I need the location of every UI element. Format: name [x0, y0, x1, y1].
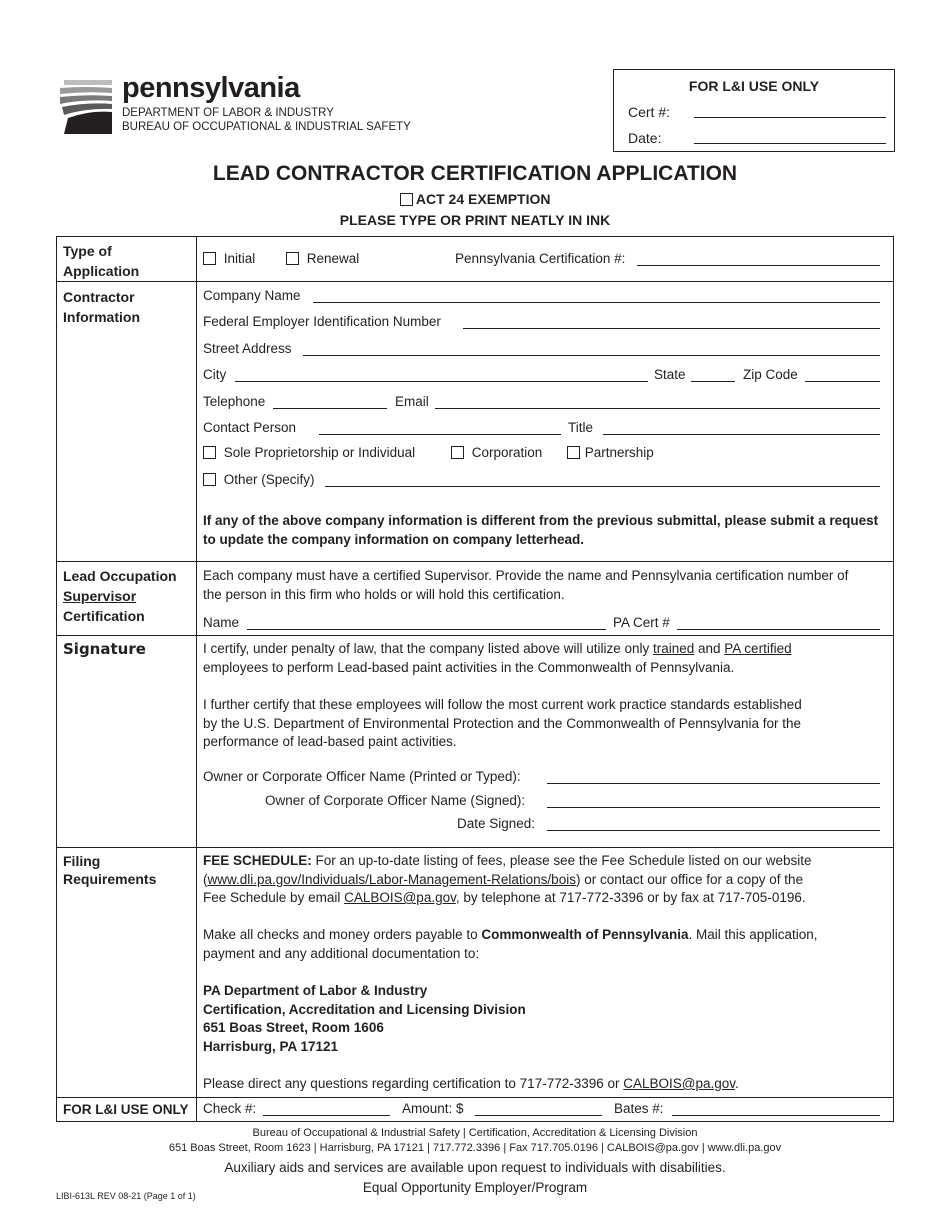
owner-printed-label: Owner or Corporate Officer Name (Printed or Typed):: [203, 769, 521, 784]
telephone-field[interactable]: [273, 408, 387, 409]
label-line: Type of: [63, 243, 112, 259]
fee-schedule-link[interactable]: www.dli.pa.gov/Individuals/Labor-Management-Relations/bois: [207, 871, 576, 887]
state-label: State: [654, 367, 686, 382]
signature-label: Signature: [63, 640, 146, 658]
address-line: Certification, Accreditation and Licensing Division: [203, 1001, 526, 1017]
label-line: Lead Occupation: [63, 568, 177, 584]
fee-schedule-heading: FEE SCHEDULE:: [203, 853, 312, 868]
row-divider: [57, 281, 893, 282]
supervisor-name-field[interactable]: [247, 629, 606, 630]
type-of-application-label: [63, 241, 191, 281]
street-field[interactable]: [303, 355, 880, 356]
footer-bureau: Bureau of Occupational & Industrial Safety | Certification, Accreditation & Licensing Division: [252, 1127, 698, 1139]
text-line: [203, 889, 888, 908]
corporation-checkbox[interactable]: [451, 446, 464, 459]
label-line: Requirements: [63, 871, 157, 887]
text-span: , by telephone at 717-772-3396 or by fax at 717-705-0196.: [455, 890, 806, 905]
footer-accessibility: Auxiliary aids and services are available upon request to individuals with disabilities.: [224, 1160, 726, 1175]
cert-number-label: Cert #:: [628, 104, 671, 120]
text-line: employees to perform Lead-based paint activities in the Commonwealth of Pennsylvania.: [203, 659, 735, 675]
city-field[interactable]: [235, 381, 648, 382]
row-divider: [57, 561, 893, 562]
contact-person-label: Contact Person: [203, 420, 297, 435]
label-line: Filing: [63, 853, 101, 869]
label-line: Supervisor: [63, 588, 137, 604]
supervisor-certification-label: [63, 566, 191, 626]
corporation-label: Corporation: [471, 445, 543, 460]
label-line: Contractor: [63, 289, 135, 305]
text-span: Fee Schedule by email: [203, 890, 345, 905]
office-date-label: Date:: [628, 130, 662, 146]
owner-printed-field[interactable]: [547, 783, 880, 784]
text-line: [203, 871, 888, 890]
sole-prop-label: Sole Proprietorship or Individual: [223, 445, 416, 460]
office-use-box: [613, 69, 895, 152]
sole-prop-option[interactable]: [203, 445, 415, 460]
street-label: Street Address: [203, 341, 292, 356]
act24-exemption: [0, 191, 950, 207]
supervisor-cert-field[interactable]: [677, 629, 880, 630]
row-divider: [57, 635, 893, 636]
label-line: Certification: [63, 608, 145, 624]
act24-checkbox[interactable]: [400, 193, 413, 206]
text-line: [203, 640, 888, 659]
amount-label: Amount: $: [402, 1101, 464, 1116]
keystone-logo-icon: [58, 76, 116, 134]
questions-line: [203, 1075, 888, 1094]
address-line: PA Department of Labor & Industry: [203, 983, 428, 998]
text-span: .: [735, 1076, 739, 1091]
trained-underlined: trained: [652, 641, 695, 656]
sole-prop-checkbox[interactable]: [203, 446, 216, 459]
title-label: Title: [568, 420, 594, 435]
text-span: and: [694, 641, 725, 656]
date-signed-field[interactable]: [547, 830, 880, 831]
pa-cert-field[interactable]: [637, 265, 880, 266]
text-line: performance of lead-based paint activities.: [203, 734, 457, 749]
office-date-field[interactable]: [694, 143, 886, 144]
office-use-row-label: FOR L&I USE ONLY: [63, 1102, 189, 1117]
corporation-option[interactable]: [451, 445, 542, 460]
email-field[interactable]: [435, 408, 880, 409]
text-span: For an up-to-date listing of fees, please see the Fee Schedule listed on our website: [311, 853, 812, 868]
renewal-label: Renewal: [306, 251, 360, 266]
text-line: the person in this firm who holds or will hold this certification.: [203, 586, 565, 602]
act24-label: ACT 24 EXEMPTION: [415, 191, 551, 207]
email-link[interactable]: CALBOIS@pa.gov: [344, 890, 456, 905]
title-field[interactable]: [603, 434, 880, 435]
contact-person-field[interactable]: [319, 434, 561, 435]
company-name-field[interactable]: [313, 302, 880, 303]
column-divider: [196, 237, 197, 1121]
owner-signed-field[interactable]: [547, 807, 880, 808]
company-name-label: Company Name: [203, 288, 301, 303]
other-option[interactable]: [203, 472, 315, 487]
footer-eoe: Equal Opportunity Employer/Program: [362, 1180, 588, 1195]
fee-schedule-paragraph: [203, 852, 888, 908]
city-label: City: [203, 367, 227, 382]
certify-paragraph-1: [203, 640, 888, 677]
other-specify-field[interactable]: [325, 486, 880, 487]
pa-certified-underlined: PA certified: [724, 641, 792, 656]
company-update-notice: [203, 512, 888, 549]
print-instruction: PLEASE TYPE OR PRINT NEATLY IN INK: [339, 212, 611, 228]
pa-cert-label: Pennsylvania Certification #:: [455, 251, 626, 266]
zip-label: Zip Code: [743, 367, 798, 382]
label-line: Application: [63, 263, 140, 279]
label-line: Information: [63, 309, 140, 325]
mailing-address: [203, 982, 888, 1056]
bates-number-field[interactable]: [672, 1115, 880, 1116]
text-line: Each company must have a certified Supervisor. Provide the name and Pennsylvania certification number of: [203, 568, 849, 583]
form-title: LEAD CONTRACTOR CERTIFICATION APPLICATION: [212, 162, 738, 185]
certify-paragraph-2: [203, 696, 888, 752]
initial-checkbox[interactable]: [203, 252, 216, 265]
email-link[interactable]: CALBOIS@pa.gov: [623, 1076, 736, 1091]
date-signed-label: Date Signed:: [457, 816, 536, 831]
fein-field[interactable]: [463, 328, 880, 329]
renewal-checkbox[interactable]: [286, 252, 299, 265]
check-number-label: Check #:: [203, 1101, 257, 1116]
supervisor-instructions: [203, 567, 888, 604]
form-number: LIBI-613L REV 08-21 (Page 1 of 1): [56, 1191, 196, 1201]
application-form: [56, 236, 894, 1122]
logo-dept-line2: BUREAU OF OCCUPATIONAL & INDUSTRIAL SAFETY: [122, 121, 411, 133]
logo-wordmark: pennsylvania: [122, 72, 300, 104]
renewal-option[interactable]: [286, 251, 359, 266]
notice-line: to update the company information on company letterhead.: [203, 531, 585, 547]
logo-department: [122, 106, 411, 134]
text-line: by the U.S. Department of Environmental Protection and the Commonwealth of Pennsylvania for the: [203, 715, 802, 731]
other-checkbox[interactable]: [203, 473, 216, 486]
text-line: [203, 926, 888, 945]
text-span: . Mail this application,: [688, 927, 818, 942]
initial-option[interactable]: [203, 251, 255, 266]
payment-paragraph: [203, 926, 888, 963]
telephone-label: Telephone: [203, 394, 266, 409]
office-use-title: FOR L&I USE ONLY: [688, 78, 820, 94]
text-span: ) or contact our office for a copy of the: [575, 871, 804, 887]
partnership-option[interactable]: [567, 445, 654, 460]
zip-field[interactable]: [805, 381, 880, 382]
text-span: (: [203, 871, 208, 887]
filing-requirements-label: [63, 852, 191, 888]
state-field[interactable]: [691, 381, 735, 382]
text-span: Please direct any questions regarding certification to 717-772-3396 or: [203, 1076, 624, 1091]
contractor-information-label: [63, 287, 191, 327]
partnership-checkbox[interactable]: [567, 446, 580, 459]
footer-address: 651 Boas Street, Room 1623 | Harrisburg, PA 17121 | 717.772.3396 | Fax 717.705.0196 | CALBOIS@pa.gov | www.dli.pa.gov: [168, 1142, 782, 1154]
text-line: payment and any additional documentation to:: [203, 945, 480, 961]
initial-label: Initial: [223, 251, 256, 266]
supervisor-name-label: Name: [203, 615, 240, 630]
address-line: 651 Boas Street, Room 1606: [203, 1020, 384, 1035]
notice-line: If any of the above company information is different from the previous submittal, please submit a request: [203, 513, 879, 528]
cert-number-field[interactable]: [694, 117, 886, 118]
pa-logo: [58, 74, 428, 136]
address-line: Harrisburg, PA 17121: [203, 1038, 339, 1054]
amount-field[interactable]: [475, 1115, 602, 1116]
text-span: I certify, under penalty of law, that the company listed above will utilize only: [203, 641, 653, 656]
text-line: [203, 852, 888, 871]
row-divider: [57, 847, 893, 848]
partnership-label: Partnership: [584, 445, 654, 460]
other-label: Other (Specify): [223, 472, 315, 487]
bates-number-label: Bates #:: [614, 1101, 664, 1116]
email-label: Email: [395, 394, 429, 409]
text-line: I further certify that these employees will follow the most current work practice standards established: [203, 697, 802, 712]
logo-dept-line1: DEPARTMENT OF LABOR & INDUSTRY: [122, 107, 334, 119]
row-divider: [57, 1097, 893, 1098]
owner-signed-label: Owner of Corporate Officer Name (Signed):: [265, 793, 526, 808]
supervisor-cert-label: PA Cert #: [613, 615, 670, 630]
payee-name: Commonwealth of Pennsylvania: [481, 927, 689, 942]
check-number-field[interactable]: [263, 1115, 390, 1116]
text-span: Make all checks and money orders payable to: [203, 927, 482, 942]
fein-label: Federal Employer Identification Number: [203, 314, 441, 329]
